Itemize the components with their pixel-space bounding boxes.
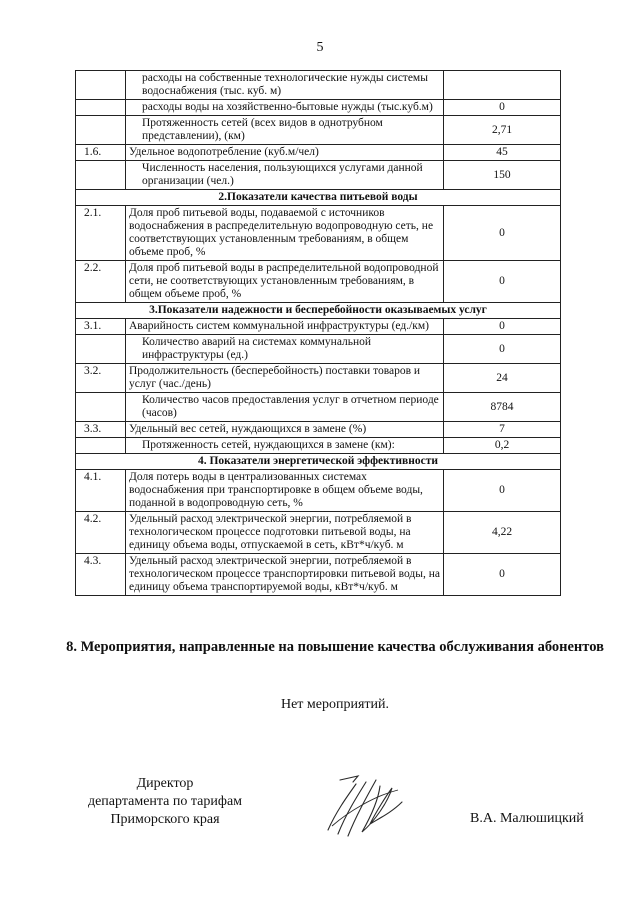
row-number: 3.3. — [76, 422, 126, 438]
row-number: 4.3. — [76, 554, 126, 596]
indicators-table-body — [76, 71, 561, 596]
indicator-name: Доля проб питьевой воды в распределительной водопроводной сети, не соответствующих установленным требованиям, в общем объеме проб, % — [126, 261, 444, 303]
indicator-value: 4,22 — [444, 512, 561, 554]
table-row — [76, 116, 561, 145]
table-row — [76, 161, 561, 190]
row-number — [76, 100, 126, 116]
signer-title-line-2: департамента по тарифам — [87, 794, 243, 809]
table-row — [76, 554, 561, 596]
indicator-name: Доля потерь воды в централизованных системах водоснабжения при транспортировке в общем объеме воды, поданной в водопроводную сеть, % — [126, 470, 444, 512]
table-row — [76, 145, 561, 161]
table-row — [76, 319, 561, 335]
handwritten-signature — [318, 772, 408, 842]
row-number: 2.1. — [76, 206, 126, 261]
row-number: 3.2. — [76, 364, 126, 393]
row-number: 4.2. — [76, 512, 126, 554]
table-row — [76, 438, 561, 454]
indicator-name: Продолжительность (бесперебойность) поставки товаров и услуг (час./день) — [126, 364, 444, 393]
indicator-name: Численность населения, пользующихся услугами данной организации (чел.) — [126, 161, 444, 190]
row-number — [76, 161, 126, 190]
indicator-name: Доля проб питьевой воды, подаваемой с источников водоснабжения в распределительную водопроводную сеть, не соответствующих установленным требованиям, в общем объеме проб, % — [126, 206, 444, 261]
table-row — [76, 100, 561, 116]
indicator-value: 0 — [444, 261, 561, 303]
section-header-row — [76, 190, 561, 206]
indicator-value: 0 — [444, 554, 561, 596]
table-row — [76, 393, 561, 422]
section-title: 2.Показатели качества питьевой воды — [76, 190, 561, 206]
section-header-row — [76, 303, 561, 319]
section-8-heading: 8. Мероприятия, направленные на повышение качества обслуживания абонентов — [66, 639, 604, 655]
section-title: 4. Показатели энергетической эффективности — [76, 454, 561, 470]
indicator-value — [444, 71, 561, 100]
indicator-value: 7 — [444, 422, 561, 438]
table-row — [76, 206, 561, 261]
indicator-value: 2,71 — [444, 116, 561, 145]
table-row — [76, 71, 561, 100]
indicator-value: 8784 — [444, 393, 561, 422]
indicator-name: Удельный расход электрической энергии, потребляемой в технологическом процессе подготовки питьевой воды, на единицу объема воды, отпускаемой в сеть, кВт*ч/куб. м — [126, 512, 444, 554]
row-number — [76, 116, 126, 145]
row-number — [76, 393, 126, 422]
indicator-name: Удельное водопотребление (куб.м/чел) — [126, 145, 444, 161]
table-row — [76, 261, 561, 303]
row-number: 1.6. — [76, 145, 126, 161]
indicators-table — [75, 70, 561, 596]
table-row — [76, 470, 561, 512]
row-number: 2.2. — [76, 261, 126, 303]
row-number — [76, 335, 126, 364]
table-row — [76, 512, 561, 554]
indicator-name: Аварийность систем коммунальной инфраструктуры (ед./км) — [126, 319, 444, 335]
row-number: 4.1. — [76, 470, 126, 512]
row-number: 3.1. — [76, 319, 126, 335]
indicator-name: расходы воды на хозяйственно-бытовые нужды (тыс.куб.м) — [126, 100, 444, 116]
indicator-value: 0 — [444, 335, 561, 364]
signer-name: В.А. Малюшицкий — [470, 811, 584, 826]
page-number: 5 — [316, 40, 324, 55]
table-row — [76, 364, 561, 393]
indicator-value: 45 — [444, 145, 561, 161]
indicator-name: Количество аварий на системах коммунальной инфраструктуры (ед.) — [126, 335, 444, 364]
indicator-value: 0 — [444, 100, 561, 116]
indicator-value: 0 — [444, 470, 561, 512]
row-number — [76, 71, 126, 100]
indicator-name: Протяженность сетей (всех видов в однотрубном представлении), (км) — [126, 116, 444, 145]
indicator-name: Удельный вес сетей, нуждающихся в замене (%) — [126, 422, 444, 438]
row-number — [76, 438, 126, 454]
signer-title-line-1: Директор — [136, 776, 194, 791]
signer-title — [60, 775, 270, 829]
indicator-name: Количество часов предоставления услуг в отчетном периоде (часов) — [126, 393, 444, 422]
indicator-value: 0 — [444, 206, 561, 261]
indicator-value: 24 — [444, 364, 561, 393]
indicator-name: Протяженность сетей, нуждающихся в замене (км): — [126, 438, 444, 454]
section-header-row — [76, 454, 561, 470]
indicator-value: 0 — [444, 319, 561, 335]
indicator-name: расходы на собственные технологические нужды системы водоснабжения (тыс. куб. м) — [126, 71, 444, 100]
table-row — [76, 422, 561, 438]
indicator-name: Удельный расход электрической энергии, потребляемой в технологическом процессе транспортировки питьевой воды, на единицу объема транспортируемой воды, кВт*ч/куб. м — [126, 554, 444, 596]
indicator-value: 0,2 — [444, 438, 561, 454]
indicator-value: 150 — [444, 161, 561, 190]
no-measures-text: Нет мероприятий. — [280, 697, 390, 712]
signer-title-line-3: Приморского края — [110, 812, 220, 827]
table-row — [76, 335, 561, 364]
section-title: 3.Показатели надежности и бесперебойности оказываемых услуг — [76, 303, 561, 319]
